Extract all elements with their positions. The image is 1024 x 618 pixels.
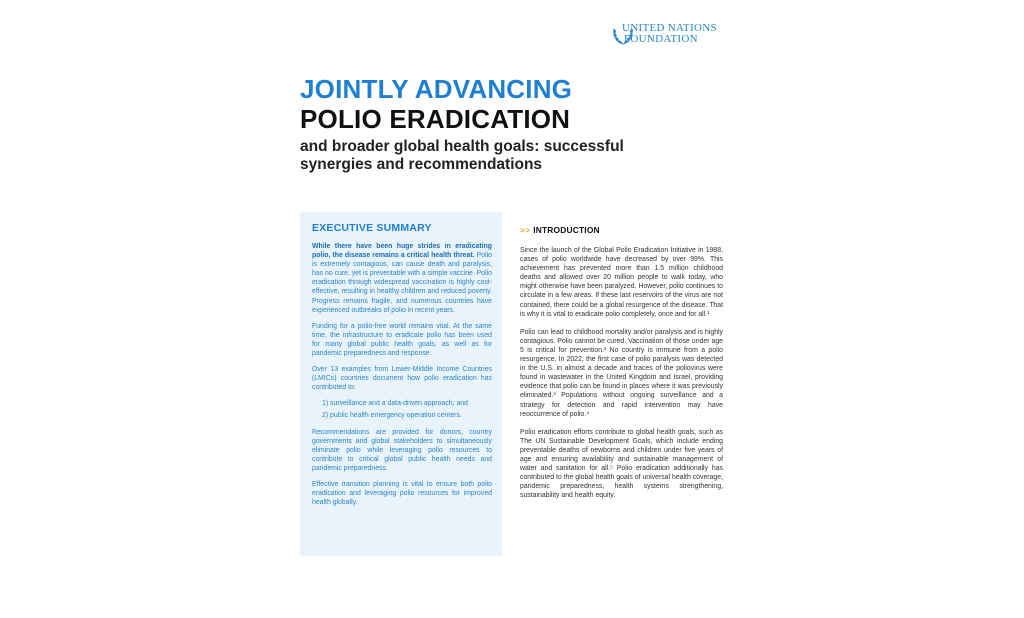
executive-summary-lead: While there have been huge strides in eradicating polio, the disease remains a critical health threat. (312, 243, 492, 260)
title-line-1: JOINTLY ADVANCING (300, 74, 573, 104)
introduction-paragraph-3: Polio eradication efforts contribute to global health goals, such as The UN Sustainable Development Goals, which include ending preventable deaths of newborns and children under five years of age and ensuring availability and sustainable management of water and sanitation for all.⁵ Polio eradication additionally has contributed to the global health goals of universal health coverage, pandemic preparedness, health systems strengthening, sustainability and health equity. (520, 428, 723, 500)
list-item: 1) surveillance and a data-driven approach; and (322, 400, 468, 408)
executive-summary-paragraph-4: Recommendations are provided for donors, country governments and global stakeholders to simultaneously eliminate polio while leveraging polio resources to contribute to critical global public health needs and pandemic preparedness. (312, 428, 492, 472)
introduction-column (520, 224, 723, 509)
executive-summary-paragraph-5: Effective transition planning is vital to ensure both polio eradication and leveraging polio resources for improved health globally. (312, 481, 492, 507)
logo-text-line-1: UNITED NATIONS (622, 22, 717, 34)
executive-summary-paragraph-2: Funding for a polio-free world remains vital. At the same time, the infrastructure to eradicate polio has been used for many global public health goals, as well as for pandemic preparedness and response. (312, 322, 492, 358)
un-foundation-logo (612, 20, 726, 48)
executive-summary-paragraph-1-body: Polio is extremely contagious, can cause death and paralysis, has no cure, yet is preventable with a simple vaccine. Polio eradication through widespread vaccination is highly cost-effective, resulting in healthy children and reduced poverty. Progress remains fragile, and numerous countries have experienced outbreaks of polio in recent years. (312, 252, 493, 314)
executive-summary-heading: EXECUTIVE SUMMARY (312, 222, 432, 234)
executive-summary-paragraph-3: Over 13 examples from Lower-Middle Income Countries (LMICs) countries document how polio eradication has contributed to: (312, 366, 492, 392)
introduction-heading (520, 224, 723, 236)
title-line-2: POLIO ERADICATION (300, 104, 571, 134)
subtitle: and broader global health goals: successful synergies and recommendations (300, 138, 624, 173)
introduction-heading-text: INTRODUCTION (533, 225, 600, 235)
list-item: 2) public health emergency operation centers. (322, 412, 462, 419)
double-chevron-icon: >> (520, 225, 531, 235)
executive-summary-list (312, 399, 492, 420)
introduction-paragraph-1: Since the launch of the Global Polio Eradication Initiative in 1988, cases of polio worldwide have decreased by over 99%. This achievement has prevented more than 1.5 million childhood deaths and allowed over 20 million people to walk today, who might otherwise have been paralyzed. However, polio continues to circulate in a few areas. If these last reservoirs of the virus are not contained, there could be a global resurgence of the disease. That is why it is vital to eradicate polio completely, once and for all.¹ (520, 247, 723, 318)
introduction-paragraph-2: Polio can lead to childhood mortality and/or paralysis and is highly contagious. Polio cannot be cured. Vaccination of those under age 5 is critical for prevention.² No country is immune from a polio resurgence. In 2022, the first case of polio paralysis was detected in the U.S. in almost a decade and traces of the poliovirus were found in wastewater in the United Kingdom and Israel, providing evidence that polio can be found in places where it was previously eliminated.³ Populations without ongoing surveillance and a strategy for detection and rapid intervention may have reoccurrence of polio.⁴ (520, 328, 723, 418)
executive-summary-paragraph-1 (312, 242, 492, 315)
logo-text-line-2: FOUNDATION (624, 33, 698, 45)
executive-summary-box (300, 212, 502, 556)
